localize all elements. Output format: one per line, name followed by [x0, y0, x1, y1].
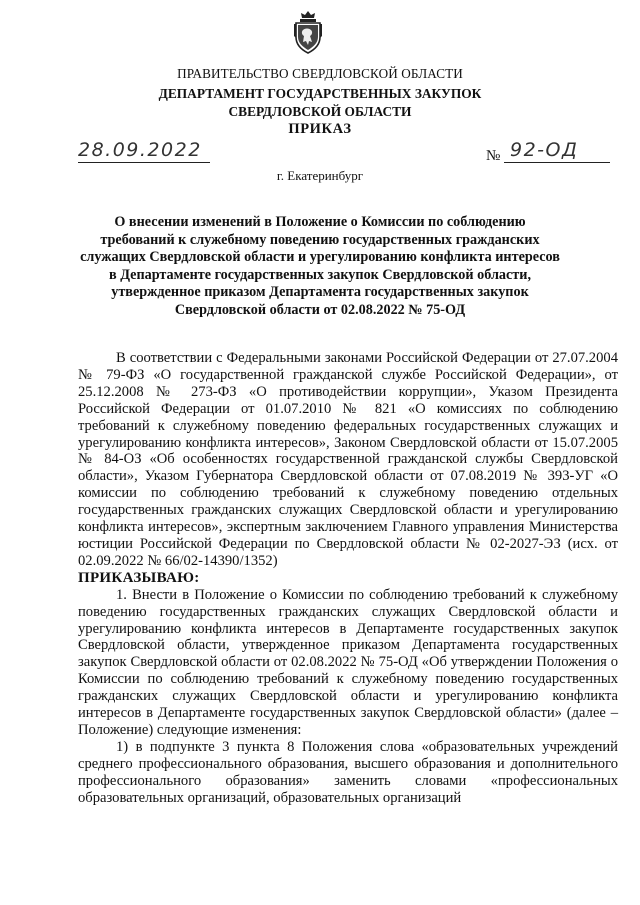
- subitem-1-paragraph: 1) в подпункте 3 пункта 8 Положения слова «образовательных учреждений среднего профессионального образования, высшего образования и дополнительного профессионального образования» заменить словами «профессиональных образовательных организаций, образовательных организаций: [78, 738, 618, 806]
- number-sign: №: [486, 148, 501, 164]
- coat-of-arms-emblem: [293, 10, 323, 54]
- item-1-paragraph: 1. Внести в Положение о Комиссии по соблюдению требований к служебному поведению государственных гражданских служащих Свердловской области и урегулированию конфликта интересов в Департаменте государственных закупок Свердловской области, утвержденное приказом Департамента государственных закупок Свердловской области от 02.08.2022 № 75-ОД «Об утверждении Положения о Комиссии по соблюдению требований к служебному поведению государственных гражданских служащих Свердловской области и урегулированию конфликта интересов в Департаменте государственных закупок Свердловской области» (далее – Положение) следующие изменения:: [78, 586, 618, 738]
- city: г. Екатеринбург: [276, 168, 364, 183]
- title-line: О внесении изменений в Положение о Комиссии по соблюдению: [114, 214, 526, 230]
- order-date: 28.09.2022: [78, 139, 202, 161]
- title-line: утвержденное приказом Департамента государственных закупок: [111, 284, 529, 300]
- department-name-line2: СВЕРДЛОВСКОЙ ОБЛАСТИ: [228, 104, 412, 119]
- title-line: Свердловской области от 02.08.2022 № 75-ОД: [174, 301, 466, 318]
- number-underline: [504, 162, 610, 163]
- title-line: требований к служебному поведению государственных гражданских: [100, 231, 540, 248]
- order-word: ПРИКАЗЫВАЮ:: [78, 569, 200, 586]
- document-body: [78, 350, 618, 806]
- preamble-paragraph: В соответствии с Федеральными законами Российской Федерации от 27.07.2004 № 79-ФЗ «О государственной гражданской службе Российской Федерации», от 25.12.2008 № 273-ФЗ «О противодействии коррупции», Указом Президента Российской Федерации от 01.07.2010 № 821 «О комиссиях по соблюдению требований к служебному поведению федеральных государственных служащих и урегулированию конфликта интересов», Законом Свердловской области от 15.07.2005 № 84-ОЗ «Об особенностях государственной гражданской службы Свердловской области», Указом Губернатора Свердловской области от 07.08.2019 № 393-УГ «О комиссии по соблюдению требований к служебному поведению отдельных государственных гражданских служащих Свердловской области и урегулированию конфликта интересов», экспертным заключением Главного управления Министерства юстиции Российской Федерации по Свердловской области № 02-2027-ЭЗ (исх. от 02.09.2022 № 66/02-14390/1352): [78, 350, 618, 569]
- document-title: [70, 214, 570, 319]
- date-underline: [78, 162, 210, 163]
- order-number: 92-ОД: [510, 139, 579, 161]
- document-type: ПРИКАЗ: [288, 121, 352, 137]
- title-line: в Департаменте государственных закупок Свердловской области,: [109, 266, 531, 283]
- title-line: служащих Свердловской области и урегулированию конфликта интересов: [80, 249, 560, 265]
- government-name: ПРАВИТЕЛЬСТВО СВЕРДЛОВСКОЙ ОБЛАСТИ: [177, 66, 463, 81]
- department-name-line1: ДЕПАРТАМЕНТ ГОСУДАРСТВЕННЫХ ЗАКУПОК: [158, 86, 482, 101]
